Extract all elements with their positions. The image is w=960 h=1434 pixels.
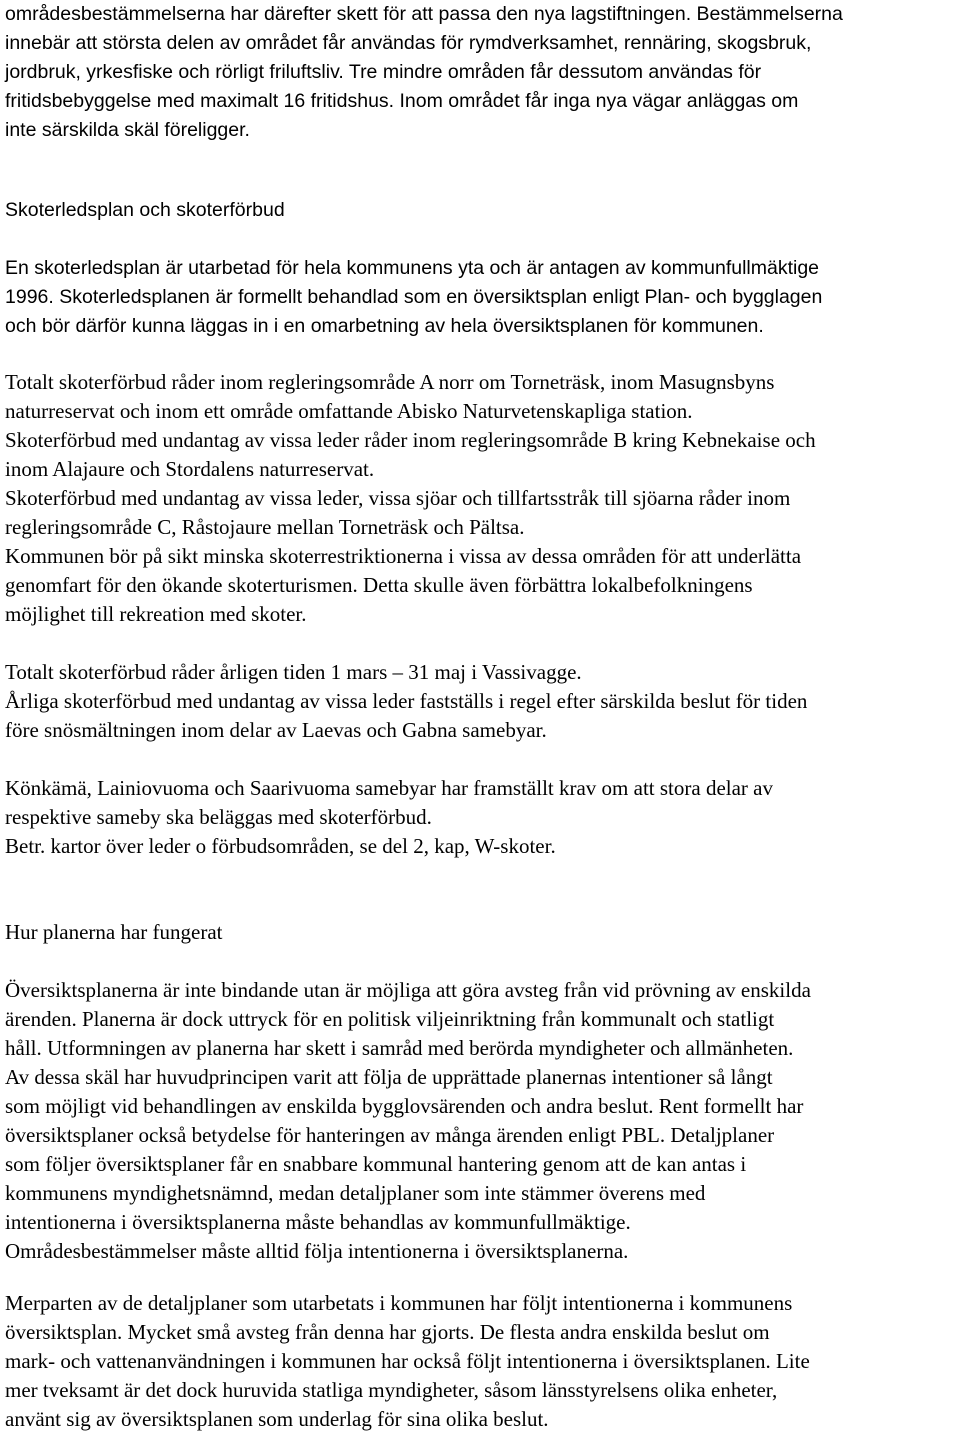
text-line: Könkämä, Lainiovuoma och Saarivuoma samebyar har framställt krav om att stora delar av (5, 776, 773, 800)
text-line: Områdesbestämmelser måste alltid följa intentionerna i översiktsplanerna. (5, 1239, 629, 1263)
paragraph-text (5, 368, 816, 629)
intro-paragraph (5, 0, 843, 145)
section-heading-hur-planerna (5, 918, 222, 947)
text-line: Merparten av de detaljplaner som utarbetats i kommunen har följt intentionerna i kommunens (5, 1291, 793, 1315)
text-line: och bör därför kunna läggas in i en omarbetning av hela översiktsplanen för kommunen. (5, 315, 764, 337)
samebyar-paragraph (5, 774, 773, 861)
paragraph-text (5, 976, 811, 1266)
section-heading: Skoterledsplan och skoterförbud (5, 199, 285, 221)
text-line: Årliga skoterförbud med undantag av vissa leder fastställs i regel efter särskilda beslut för tiden (5, 689, 808, 713)
text-line: Översiktsplanerna är inte bindande utan är möjliga att göra avsteg från vid prövning av enskilda (5, 978, 811, 1002)
text-line: Skoterförbud med undantag av vissa leder råder inom regleringsområde B kring Kebnekaise och (5, 428, 816, 452)
text-line: innebär att största delen av området får användas för rymdverksamhet, rennäring, skogsbruk, (5, 32, 812, 54)
text-line: håll. Utformningen av planerna har skett i samråd med berörda myndigheter och allmänheten. (5, 1036, 794, 1060)
detaljplaner-paragraph (5, 1289, 810, 1434)
vassivagge-paragraph (5, 658, 807, 745)
text-line: som möjligt vid behandlingen av enskilda bygglovsärenden och andra beslut. Rent formellt har (5, 1094, 804, 1118)
text-line: som följer översiktsplaner får en snabbare kommunal hantering genom att de kan antas i (5, 1152, 747, 1176)
paragraph-text (5, 254, 822, 341)
text-line: Av dessa skäl har huvudprincipen varit att följa de upprättade planernas intentioner så långt (5, 1065, 773, 1089)
text-line: 1996. Skoterledsplanen är formellt behandlad som en översiktsplan enligt Plan- och bygglagen (5, 286, 823, 308)
paragraph-text (5, 774, 773, 861)
oversiktsplaner-paragraph (5, 976, 811, 1266)
text-line: inom Alajaure och Stordalens naturreservat. (5, 457, 375, 481)
paragraph-text (5, 658, 807, 745)
text-line: kommunens myndighetsnämnd, medan detaljplaner som inte stämmer överens med (5, 1181, 706, 1205)
text-line: En skoterledsplan är utarbetad för hela kommunens yta och är antagen av kommunfullmäktige (5, 257, 820, 279)
text-line: ärenden. Planerna är dock uttryck för en politisk viljeinriktning från kommunalt och statligt (5, 1007, 775, 1031)
text-line: Skoterförbud med undantag av vissa leder, vissa sjöar och tillfartsstråk till sjöarna råder inom (5, 486, 791, 510)
text-line: möjlighet till rekreation med skoter. (5, 602, 307, 626)
text-line: översiktsplan. Mycket små avsteg från denna har gjorts. De flesta andra enskilda beslut om (5, 1320, 770, 1344)
skoterledsplan-paragraph (5, 254, 822, 341)
text-line: mark- och vattenanvändningen i kommunen har också följt intentionerna i översiktsplanen. Lite (5, 1349, 810, 1373)
text-line: använt sig av översiktsplanen som underlag för sina olika beslut. (5, 1407, 549, 1431)
text-line: Totalt skoterförbud råder årligen tiden 1 mars – 31 maj i Vassivagge. (5, 660, 582, 684)
text-line: mer tveksamt är det dock huruvida statliga myndigheter, såsom länsstyrelsens olika enheter, (5, 1378, 778, 1402)
text-line: Kommunen bör på sikt minska skoterrestriktionerna i vissa av dessa områden för att underlätta (5, 544, 802, 568)
text-line: Betr. kartor över leder o förbudsområden, se del 2, kap, W-skoter. (5, 834, 556, 858)
section-heading-skoterledsplan (5, 196, 285, 225)
skoterforbud-paragraph (5, 368, 816, 629)
paragraph-text (5, 1289, 810, 1434)
text-line: fritidsbebyggelse med maximalt 16 fritidshus. Inom området får inga nya vägar anläggas om (5, 90, 799, 112)
text-line: översiktsplaner också betydelse för hanteringen av många ärenden enligt PBL. Detaljplaner (5, 1123, 775, 1147)
text-line: regleringsområde C, Råstojaure mellan Torneträsk och Pältsa. (5, 515, 525, 539)
text-line: intentionerna i översiktsplanerna måste behandlas av kommunfullmäktige. (5, 1210, 631, 1234)
text-line: före snösmältningen inom delar av Laevas och Gabna samebyar. (5, 718, 547, 742)
section-heading: Hur planerna har fungerat (5, 920, 223, 944)
text-line: genomfart för den ökande skoterturismen. Detta skulle även förbättra lokalbefolkningens (5, 573, 753, 597)
text-line: respektive sameby ska beläggas med skoterförbud. (5, 805, 432, 829)
text-line: naturreservat och inom ett område omfattande Abisko Naturvetenskapliga station. (5, 399, 693, 423)
text-line: områdesbestämmelserna har därefter skett för att passa den nya lagstiftningen. Bestämmelserna (5, 3, 843, 25)
text-line: inte särskilda skäl föreligger. (5, 119, 250, 141)
intro-text (5, 0, 843, 145)
text-line: jordbruk, yrkesfiske och rörligt friluftsliv. Tre mindre områden får dessutom användas för (5, 61, 762, 83)
text-line: Totalt skoterförbud råder inom regleringsområde A norr om Torneträsk, inom Masugnsbyns (5, 370, 775, 394)
